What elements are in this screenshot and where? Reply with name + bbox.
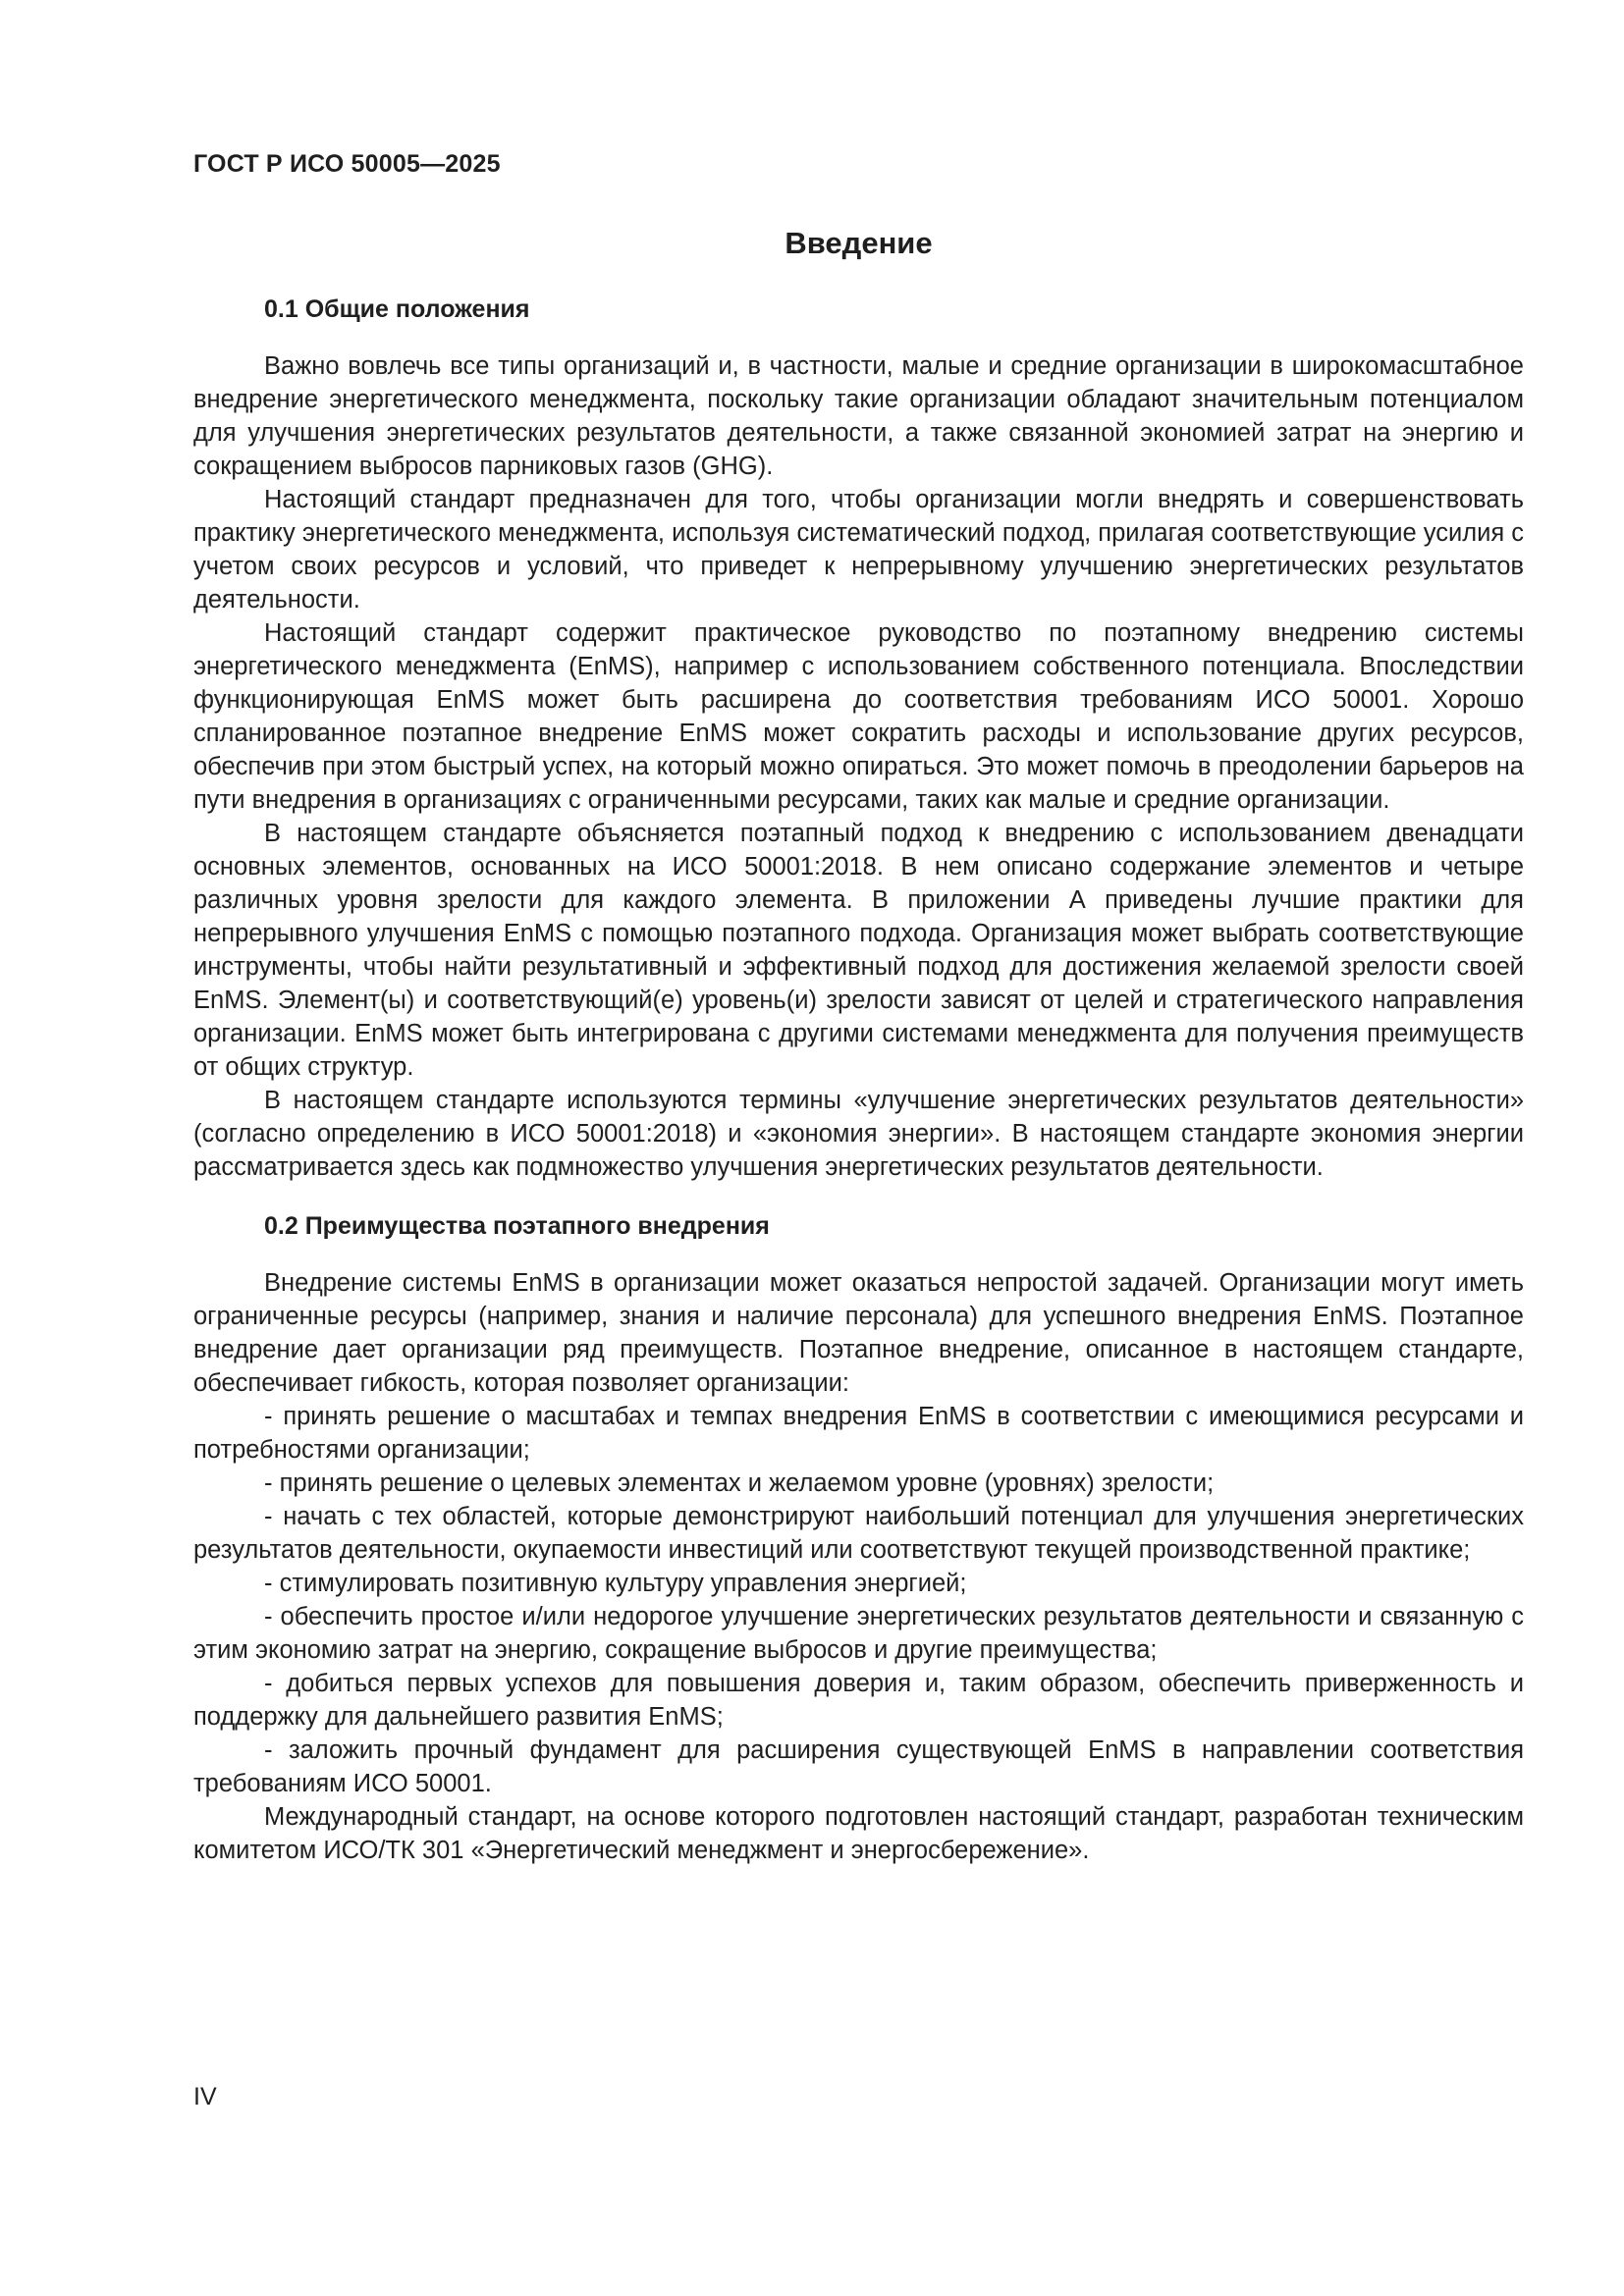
paragraph: В настоящем стандарте используются термины «улучшение энергетических результатов деятельности» (согласно определению в ИСО 50001:2018) и «экономия энергии». В настоящем стандарте экономия энергии рассматривается здесь как подмножество улучшения энергетических результатов деятельности. [193, 1087, 1524, 1181]
paragraph: Международный стандарт, на основе которого подготовлен настоящий стандарт, разработан техническим комитетом ИСО/ТК 301 «Энергетический менеджмент и энергосбережение». [193, 1803, 1524, 1864]
document-header: ГОСТ Р ИСО 50005—2025 [193, 150, 501, 178]
benefits-list [193, 1400, 1524, 1800]
list-item: - добиться первых успехов для повышения доверия и, таким образом, обеспечить приверженность и поддержку для дальнейшего развития EnMS; [193, 1670, 1524, 1731]
list-item: - начать с тех областей, которые демонстрируют наибольший потенциал для улучшения энергетических результатов деятельности, окупаемости инвестиций или соответствуют текущей производственной практике; [193, 1503, 1524, 1564]
paragraph: Настоящий стандарт предназначен для того, чтобы организации могли внедрять и совершенствовать практику энергетического менеджмента, используя систематический подход, прилагая соответствующие усилия с учетом своих ресурсов и условий, что приведет к непрерывному улучшению энергетических результатов деятельности. [193, 486, 1524, 614]
paragraph: В настоящем стандарте объясняется поэтапный подход к внедрению с использованием двенадцати основных элементов, основанных на ИСО 50001:2018. В нем описано содержание элементов и четыре различных уровня зрелости для каждого элемента. В приложении А приведены лучшие практики для непрерывного улучшения EnMS с помощью поэтапного подхода. Организация может выбрать соответствующие инструменты, чтобы найти результативный и эффективный подход для достижения желаемой зрелости своей EnMS. Элемент(ы) и соответствующий(е) уровень(и) зрелости зависят от целей и стратегического направления организации. EnMS может быть интегрирована с другими системами менеджмента для получения преимуществ от общих структур. [193, 820, 1524, 1081]
page-number: IV [193, 2083, 217, 2110]
list-item: - стимулировать позитивную культуру управления энергией; [264, 1570, 967, 1597]
paragraph: Важно вовлечь все типы организаций и, в частности, малые и средние организации в широкомасштабное внедрение энергетического менеджмента, поскольку такие организации обладают значительным потенциалом для улучшения энергетических результатов деятельности, а также связанной экономией затрат на энергию и сокращением выбросов парниковых газов (GHG). [193, 352, 1524, 480]
section-heading-general: 0.1 Общие положения [264, 295, 530, 323]
list-item: - заложить прочный фундамент для расширения существующей EnMS в направлении соответствия требованиям ИСО 50001. [193, 1736, 1524, 1797]
list-item: - принять решение о целевых элементах и желаемом уровне (уровнях) зрелости; [264, 1469, 1215, 1497]
list-item: - обеспечить простое и/или недорогое улучшение энергетических результатов деятельности и связанную с этим экономию затрат на энергию, сокращение выбросов и другие преимущества; [193, 1603, 1524, 1664]
paragraph: Внедрение системы EnMS в организации может оказаться непростой задачей. Организации могут иметь ограниченные ресурсы (например, знания и наличие персонала) для успешного внедрения EnMS. Поэтапное внедрение дает организации ряд преимуществ. Поэтапное внедрение, описанное в настоящем стандарте, обеспечивает гибкость, которая позволяет организации: [193, 1269, 1524, 1397]
paragraph: Настоящий стандарт содержит практическое руководство по поэтапному внедрению системы энергетического менеджмента (EnMS), например с использованием собственного потенциала. Впоследствии функционирующая EnMS может быть расширена до соответствия требованиям ИСО 50001. Хорошо спланированное поэтапное внедрение EnMS может сократить расходы и использование других ресурсов, обеспечив при этом быстрый успех, на который можно опираться. Это может помочь в преодолении барьеров на пути внедрения в организациях с ограниченными ресурсами, таких как малые и средние организации. [193, 619, 1524, 814]
page-title: Введение [785, 226, 933, 260]
page-content [193, 293, 1524, 1867]
list-item: - принять решение о масштабах и темпах внедрения EnMS в соответствии с имеющимися ресурсами и потребностями организации; [193, 1403, 1524, 1464]
section-heading-benefits: 0.2 Преимущества поэтапного внедрения [264, 1212, 770, 1240]
